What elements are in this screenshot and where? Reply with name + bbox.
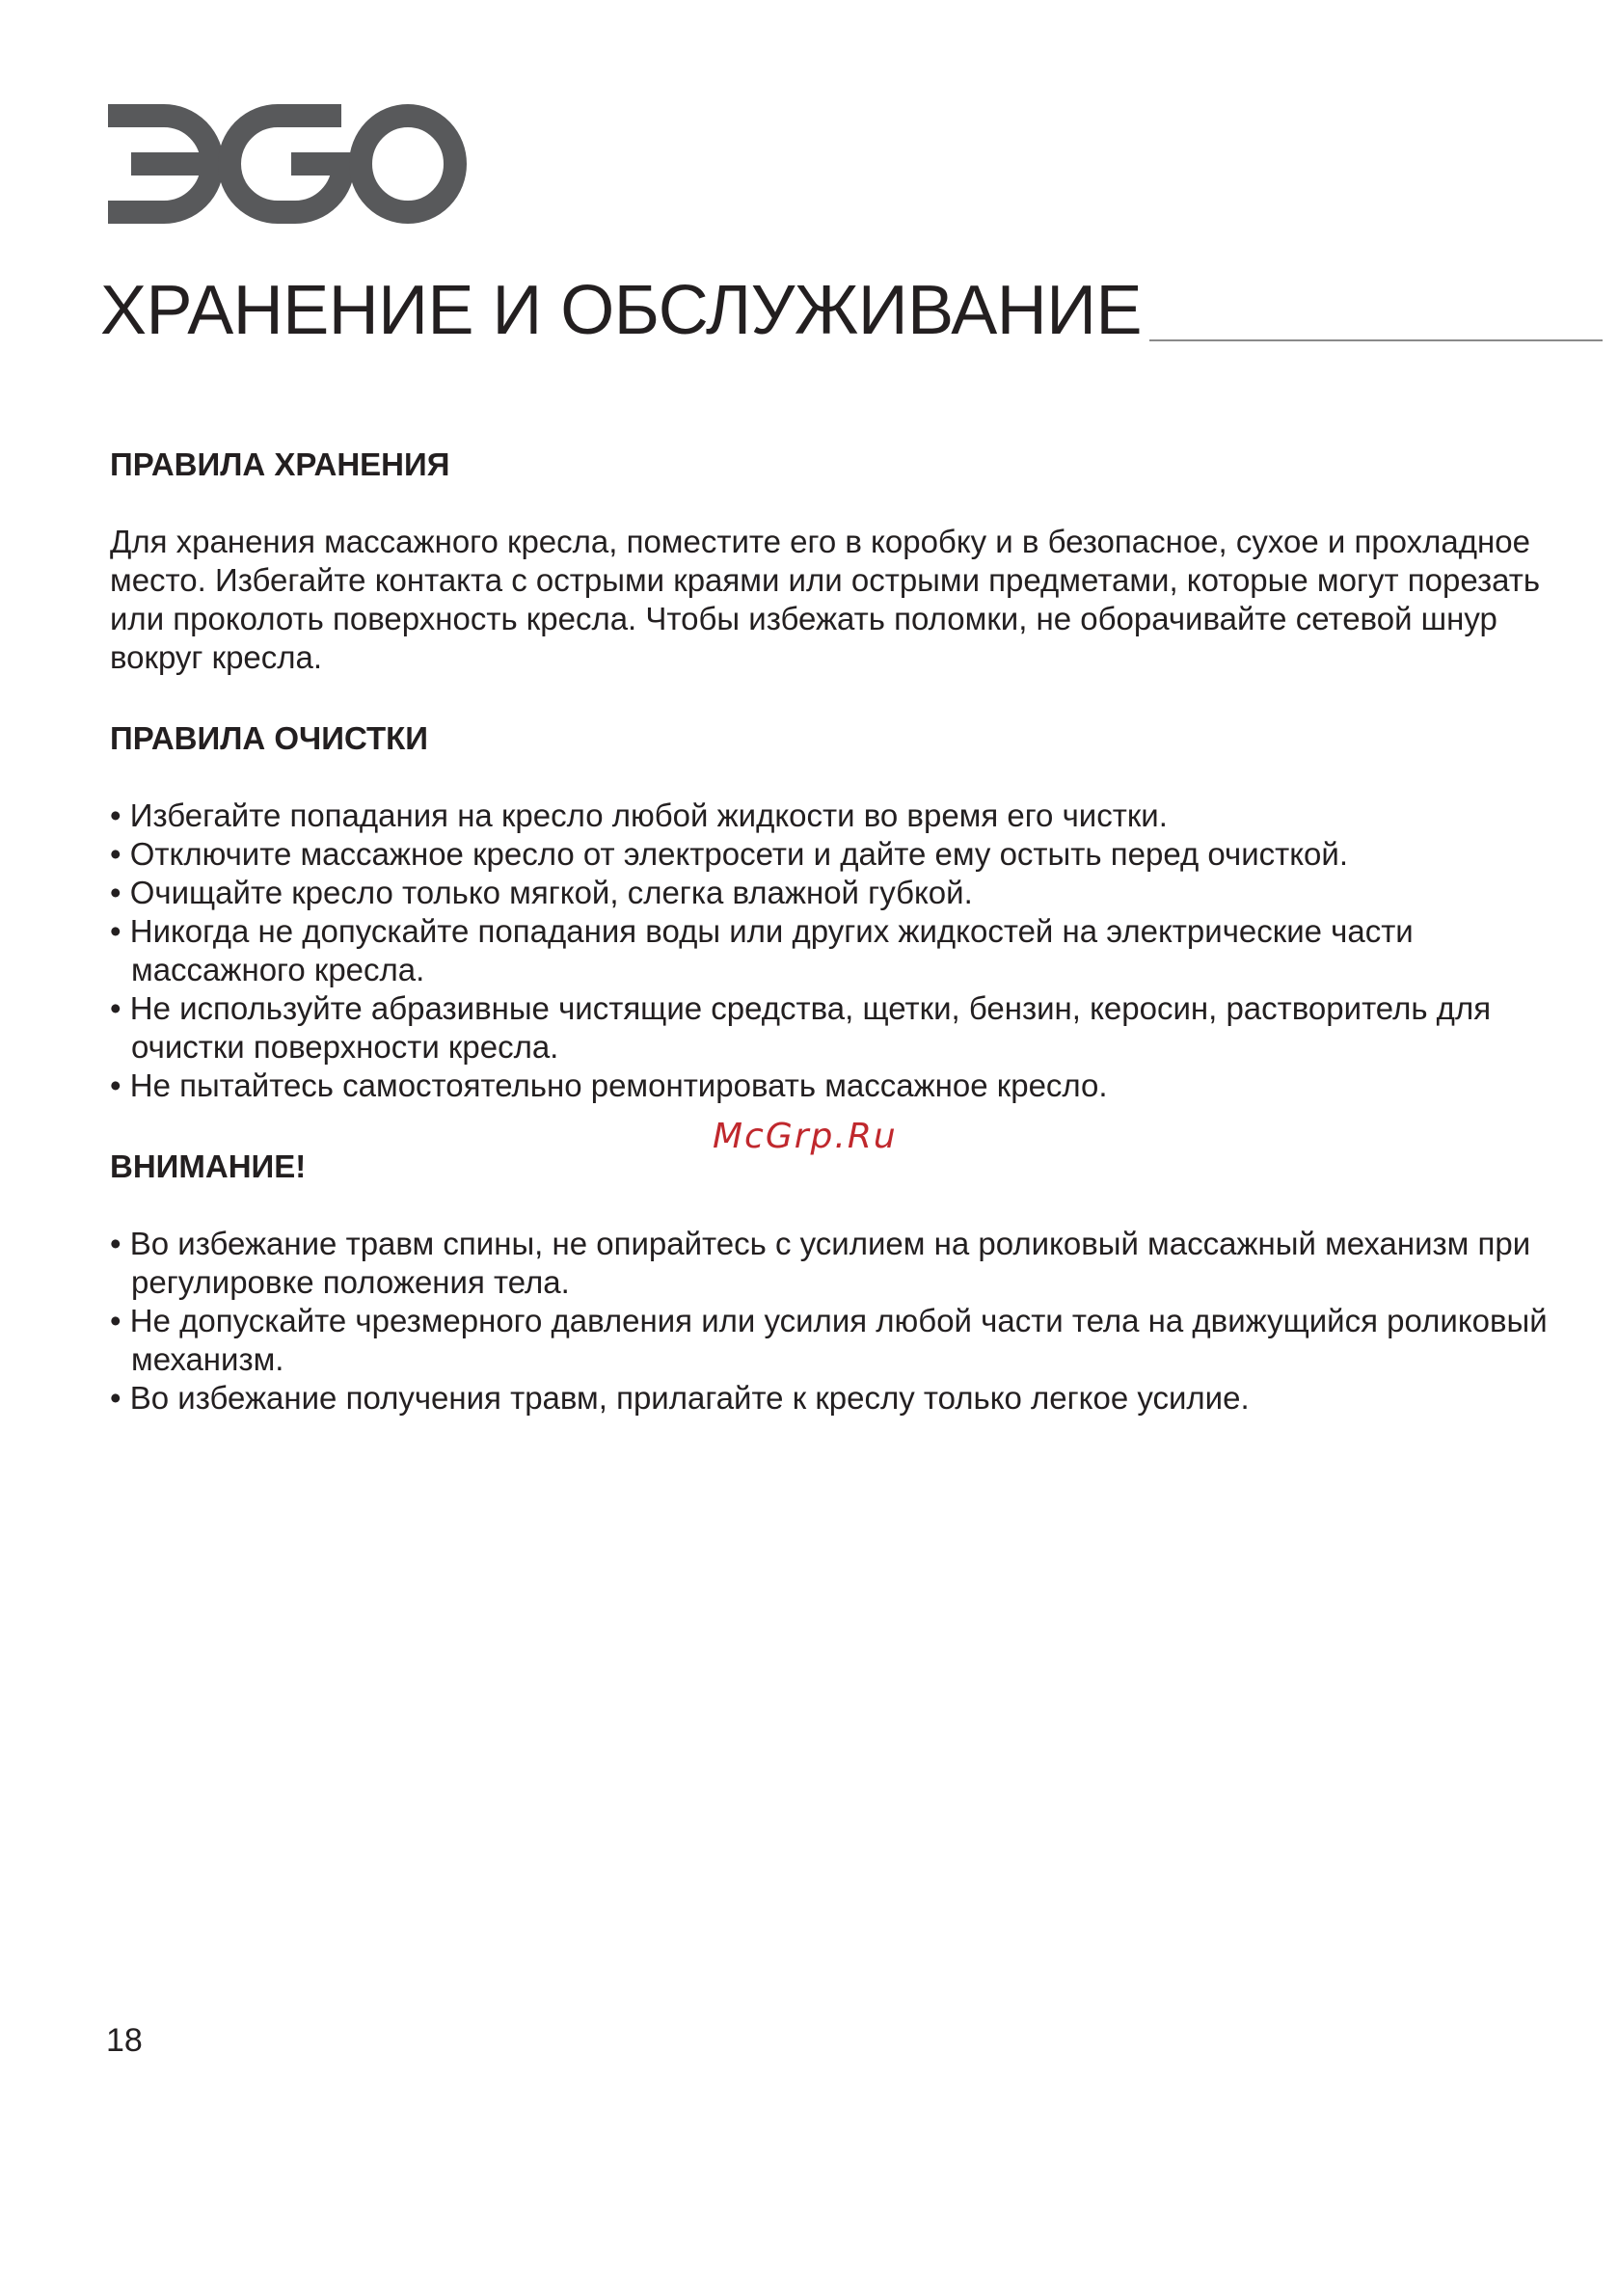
storage-rules-section [110,446,1556,677]
cleaning-rules-list [110,797,1556,1105]
list-item: • Не допускайте чрезмерного давления или усилия любой части тела на движущийся роликовый механизм. [110,1302,1556,1379]
storage-rules-text: Для хранения массажного кресла, поместите его в коробку и в безопасное, сухое и прохладное место. Избегайте контакта с острыми краями или острыми предметами, которые могут порезать или проколоть поверхность кресла. Чтобы избежать поломки, не оборачивайте сетевой шнур вокруг кресла. [110,524,1541,675]
list-item: • Очищайте кресло только мягкой, слегка влажной губкой. [110,874,1556,912]
page-title: ХРАНЕНИЕ И ОБСЛУЖИВАНИЕ [100,272,1142,349]
watermark-link[interactable]: McGrp.Ru [713,1117,898,1156]
list-item: • Не используйте абразивные чистящие средства, щетки, бензин, керосин, растворитель для очистки поверхности кресла. [110,989,1556,1067]
logo-letter-g [229,116,343,212]
list-item: • Во избежание травм спины, не опирайтесь с усилием на роликовый массажный механизм при регулировке положения тела. [110,1225,1556,1302]
attention-section [110,1148,1556,1418]
cleaning-rules-section [110,719,1556,1105]
page-number: 18 [106,2022,143,2059]
list-item: • Избегайте попадания на кресло любой жидкости во время его чистки. [110,797,1556,835]
logo-letter-o [361,116,455,212]
content-area [110,446,1556,1418]
title-divider [1149,339,1603,341]
list-item: • Отключите массажное кресло от электросети и дайте ему остыть перед очисткой. [110,835,1556,874]
storage-rules-heading: ПРАВИЛА ХРАНЕНИЯ [110,446,450,482]
attention-heading: ВНИМАНИЕ! [110,1148,307,1184]
attention-list [110,1225,1556,1418]
cleaning-rules-heading: ПРАВИЛА ОЧИСТКИ [110,720,428,756]
brand-logo [108,104,467,224]
list-item: • Никогда не допускайте попадания воды или других жидкостей на электрические части массажного кресла. [110,912,1556,989]
list-item: • Не пытайтесь самостоятельно ремонтировать массажное кресло. [110,1067,1556,1105]
list-item: • Во избежание получения травм, прилагайте к креслу только легкое усилие. [110,1379,1556,1418]
